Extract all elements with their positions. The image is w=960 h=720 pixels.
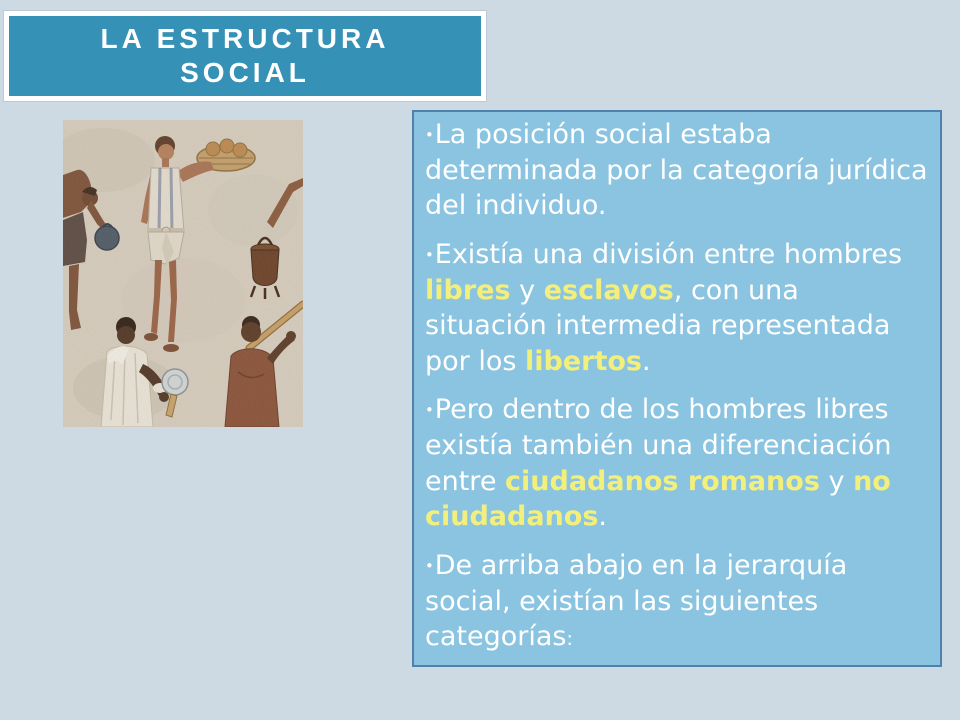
bullet-glyph: •: [425, 245, 434, 264]
roman-mosaic-image: [63, 120, 303, 427]
text-run: Existía una división entre hombres: [434, 238, 903, 270]
highlight-run: no ciudadanos: [425, 465, 891, 533]
highlight-run: ciudadanos romanos: [505, 465, 820, 497]
bullet-glyph: •: [425, 125, 434, 144]
bullet-paragraph-3: [425, 392, 929, 535]
highlight-run: esclavos: [543, 274, 674, 306]
text-run: La posición social estaba determinada por la categoría jurídica del individuo.: [425, 119, 928, 222]
text-run-colon: :: [566, 628, 573, 651]
text-run: .: [598, 501, 608, 533]
bullet-paragraph-2: [425, 237, 929, 380]
bullet-paragraph-1: [425, 117, 929, 224]
highlight-run: libres: [425, 274, 511, 306]
bullet-paragraph-4: [425, 548, 929, 655]
text-run: y: [819, 465, 854, 497]
body-text-box: [412, 110, 942, 667]
slide-title-line-2: SOCIAL: [180, 57, 310, 88]
text-run: Pero dentro de los hombres libres existía también una diferenciación entre: [425, 394, 892, 497]
text-run: , con una situación intermedia representada por los: [425, 274, 891, 377]
slide-title-line-1: LA ESTRUCTURA: [100, 22, 390, 54]
text-run: y: [510, 274, 544, 306]
text-run: De arriba abajo en la jerarquía social, existían las siguientes categorías: [425, 549, 848, 653]
bullet-glyph: •: [425, 556, 434, 575]
slide-title-box: [4, 11, 486, 101]
bullet-glyph: •: [425, 401, 434, 420]
highlight-run: libertos: [525, 345, 643, 377]
text-run: .: [642, 345, 651, 377]
